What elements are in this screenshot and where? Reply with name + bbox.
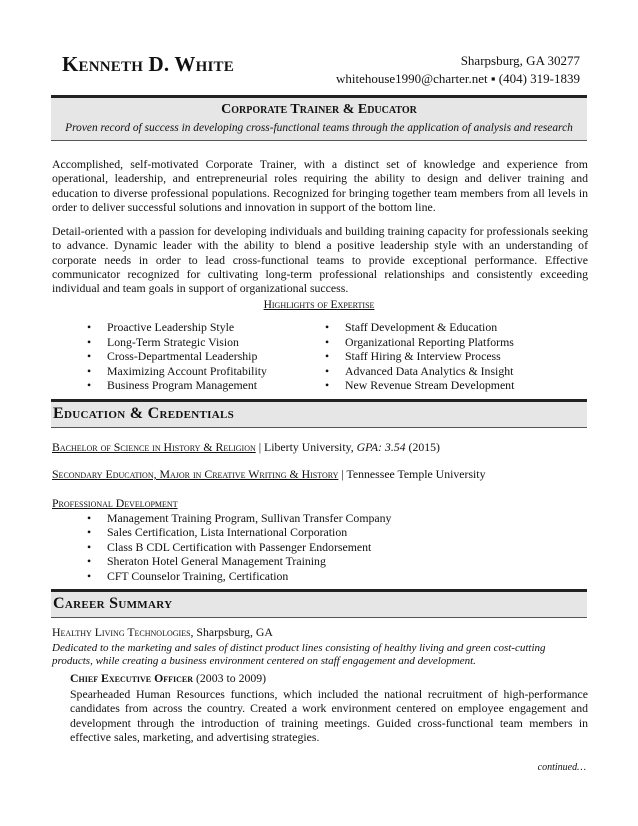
company-description: Dedicated to the marketing and sales of distinct product lines consisting of healthy living and green cost-cutting products, while creating a business environment centered on staff engagement and development. [52, 642, 546, 668]
summary-paragraph-1: Accomplished, self-motivated Corporate Trainer, with a distinct set of knowledge and experience from operational, leadership, and entrepreneurial roles requiring the ability to design and deliver training and education to diverse professional populations. Recognized for bringing together team members from all levels in order to deliver successful solutions and innovation in support of the bottom line. [52, 157, 588, 214]
degree-year: (2015) [405, 440, 440, 454]
separator: | [338, 467, 347, 481]
list-item: • Management Training Program, Sullivan Transfer Company [87, 511, 391, 525]
address: Sharpsburg, GA 30277 [460, 53, 580, 68]
professional-development-list [87, 511, 391, 583]
list-item: • Sheraton Hotel General Management Training [87, 554, 391, 568]
email: whitehouse1990@charter.net [335, 71, 488, 86]
job-title-line [70, 671, 266, 686]
professional-tagline: Proven record of success in developing cross-functional teams through the application of analysis and research [65, 122, 573, 134]
secondary-program: Secondary Education, Major in Creative Writing & History [52, 467, 339, 481]
list-item: • Organizational Reporting Platforms [325, 335, 514, 350]
highlights-right-list [325, 320, 514, 393]
professional-title: Corporate Trainer & Educator [221, 102, 417, 117]
job-dates: (2003 to 2009) [193, 671, 267, 685]
list-item: • Long-Term Strategic Vision [87, 335, 267, 350]
list-item: • Business Program Management [87, 378, 267, 393]
highlights-left-list [87, 320, 267, 393]
list-item: • Proactive Leadership Style [87, 320, 267, 335]
summary-paragraph-2: Detail-oriented with a passion for developing individuals and building training capacity for professionals seeking to advance. Dynamic leader with the ability to blend a positive leadership style with an understanding of corporate needs in order to lead cross-functional teams to provide exceptional performance. Effective communicator recognized for cultivating long-term professional relationships and consistently exceeding individual and team goals in support of organizational success. [52, 224, 588, 296]
company-name: Healthy Living Technologies, [52, 625, 194, 639]
list-item: • Staff Development & Education [325, 320, 514, 335]
list-item: • Cross-Departmental Leadership [87, 349, 267, 364]
highlights-heading: Highlights of Expertise [263, 299, 375, 311]
list-item: • Advanced Data Analytics & Insight [325, 364, 514, 379]
education-section-header [51, 399, 587, 428]
degree-line [52, 440, 440, 455]
separator: | [255, 440, 265, 454]
candidate-name: Kenneth D. White [62, 52, 234, 76]
secondary-school: Tennessee Temple University [346, 467, 486, 481]
career-section-header [51, 589, 587, 618]
title-banner [51, 98, 587, 141]
contact-block [336, 52, 580, 88]
list-item: • New Revenue Stream Development [325, 378, 514, 393]
list-item: • Staff Hiring & Interview Process [325, 349, 514, 364]
professional-development-heading: Professional Development [52, 496, 178, 510]
continued-note: continued… [537, 762, 586, 773]
job-description: Spearheaded Human Resources functions, which included the national recruitment of high-performance candidates from across the country. Created a work environment centered on employee engagement and development through the introduction of training meetings. Guided cross-functional team members in effective sales, marketing, and advertising strategies. [70, 687, 588, 744]
phone: (404) 319-1839 [498, 71, 580, 86]
job-title: Chief Executive Officer [70, 671, 194, 685]
secondary-education-line [52, 467, 485, 482]
degree-school: Liberty University, [264, 440, 357, 454]
list-item: • CFT Counselor Training, Certification [87, 569, 391, 583]
list-item: • Sales Certification, Lista International Corporation [87, 525, 391, 539]
separator-icon: ▪ [490, 71, 496, 86]
section-title: Career Summary [53, 595, 173, 612]
degree-name: Bachelor of Science in History & Religion [52, 440, 256, 454]
list-item: • Class B CDL Certification with Passenger Endorsement [87, 540, 391, 554]
section-title: Education & Credentials [53, 405, 235, 422]
company-location: Sharpsburg, GA [193, 625, 273, 639]
gpa: GPA: 3.54 [356, 440, 406, 454]
list-item: • Maximizing Account Profitability [87, 364, 267, 379]
company-line [52, 625, 273, 640]
email-phone-line [336, 70, 580, 88]
